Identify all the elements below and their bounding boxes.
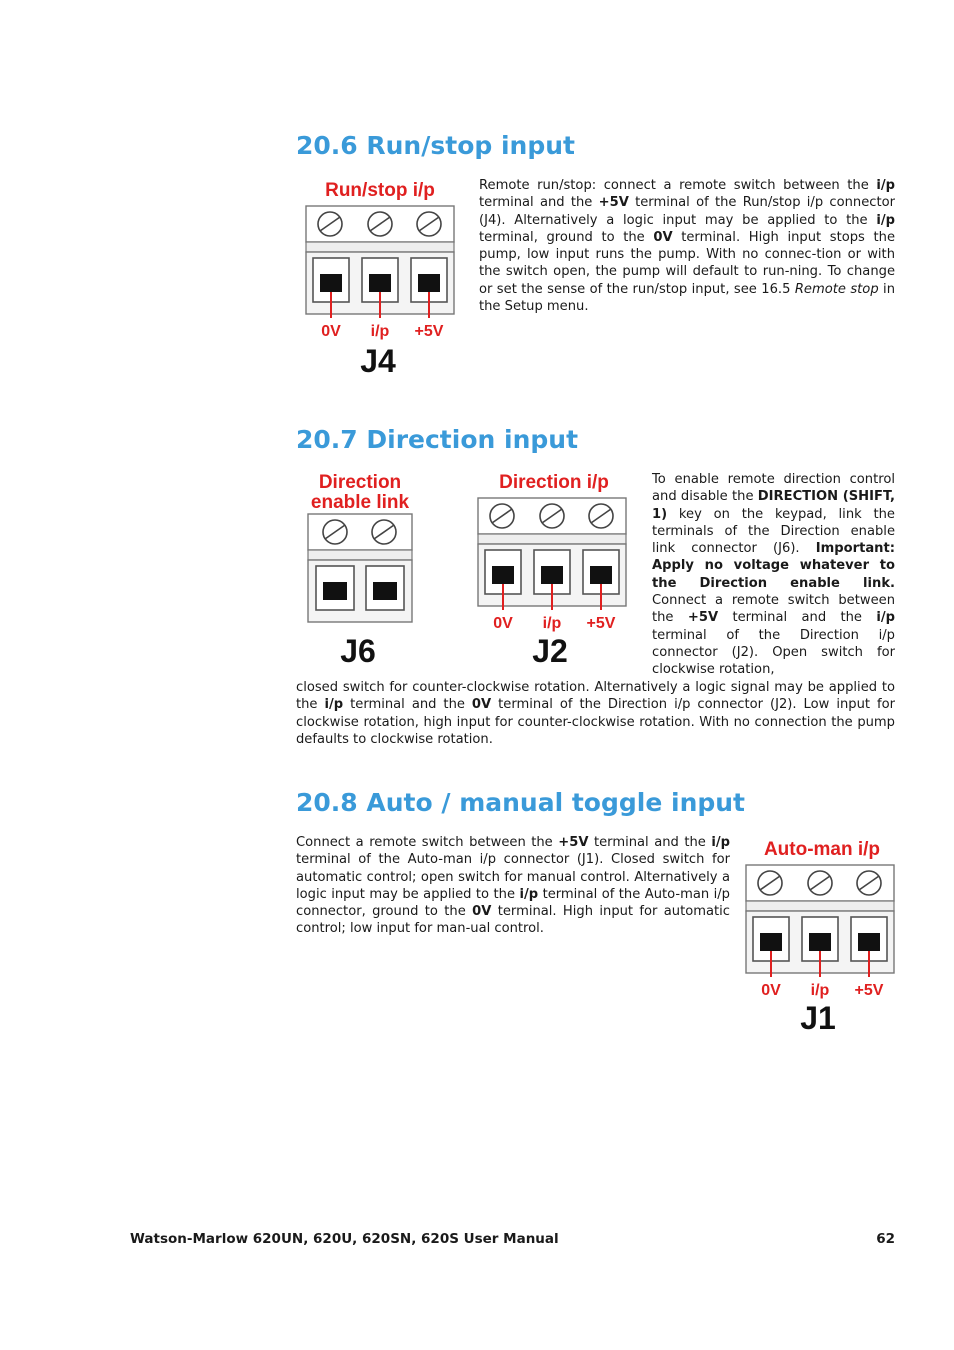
footer-title: Watson-Marlow 620UN, 620U, 620SN, 620S User Manual: [130, 1231, 559, 1247]
direction-paragraph-side: To enable remote direction control and disable the DIRECTION (SHIFT, 1) key on the keypad, link the terminals of the Direction enable link connector (J6). Important: Apply no voltage whatever to the Direction enable link. Connect a remote switch between the +5V terminal and the i/p terminal of the Direction i/p connector (J2). Open switch for clockwise rotation,: [652, 472, 896, 678]
diagram-title: Auto-man i/p: [763, 839, 881, 860]
section-heading-direction: 20.7 Direction input: [296, 425, 579, 454]
connector-id: J2: [532, 633, 568, 668]
direction-enable-link-diagram: [272, 468, 422, 668]
terminal-label-0v: 0V: [493, 615, 513, 632]
terminal-label-5v: +5V: [586, 615, 616, 632]
terminal-label-ip: i/p: [810, 982, 830, 999]
run-stop-connector-diagram: [298, 176, 458, 376]
terminal-label-5v: +5V: [414, 323, 444, 340]
auto-man-connector-diagram: [738, 835, 900, 1035]
diagram-title: Direction i/p: [499, 472, 609, 493]
section-heading-auto-manual: 20.8 Auto / manual toggle input: [296, 788, 746, 817]
terminal-label-5v: +5V: [854, 982, 884, 999]
terminal-label-0v: 0V: [321, 323, 341, 340]
auto-manual-paragraph: Connect a remote switch between the +5V terminal and the i/p terminal of the Auto-man i/p connector (J1). Closed switch for automatic control; open switch for manual control. Alternatively a logic input may be applied to the i/p terminal of the Auto-man i/p connector, ground to the 0V terminal. High input for automatic control; low input for man-ual control.: [296, 835, 731, 937]
diagram-title-line2: enable link: [310, 492, 410, 513]
direction-paragraph-full: closed switch for counter-clockwise rotation. Alternatively a logic signal may be applied to the i/p terminal and the 0V terminal of the Direction i/p connector (J2). Low input for clockwise rotation, high input for counter-clockwise rotation. With no connection the pump defaults to clockwise rotation.: [296, 680, 896, 747]
diagram-title: Run/stop i/p: [325, 180, 435, 201]
terminal-label-ip: i/p: [542, 615, 562, 632]
run-stop-paragraph: Remote run/stop: connect a remote switch between the i/p terminal and the +5V terminal of the Run/stop i/p connector (J4). Alternatively a logic input may be applied to the i/p terminal, ground to the 0V terminal. High input stops the pump, low input runs the pump. With no connec-tion or with the switch open, the pump will default to run-ning. To change or set the sense of the run/stop input, see 16.5 Remote stop in the Setup menu.: [479, 178, 896, 315]
section-heading-run-stop: 20.6 Run/stop input: [296, 131, 575, 160]
connector-id: J6: [340, 633, 376, 668]
terminal-label-0v: 0V: [761, 982, 781, 999]
page-number: 62: [876, 1231, 895, 1247]
connector-id: J4: [360, 343, 396, 376]
terminal-label-ip: i/p: [370, 323, 390, 340]
direction-ip-diagram: [470, 468, 632, 668]
diagram-title-line1: Direction: [318, 472, 402, 493]
connector-id: J1: [800, 1000, 836, 1035]
